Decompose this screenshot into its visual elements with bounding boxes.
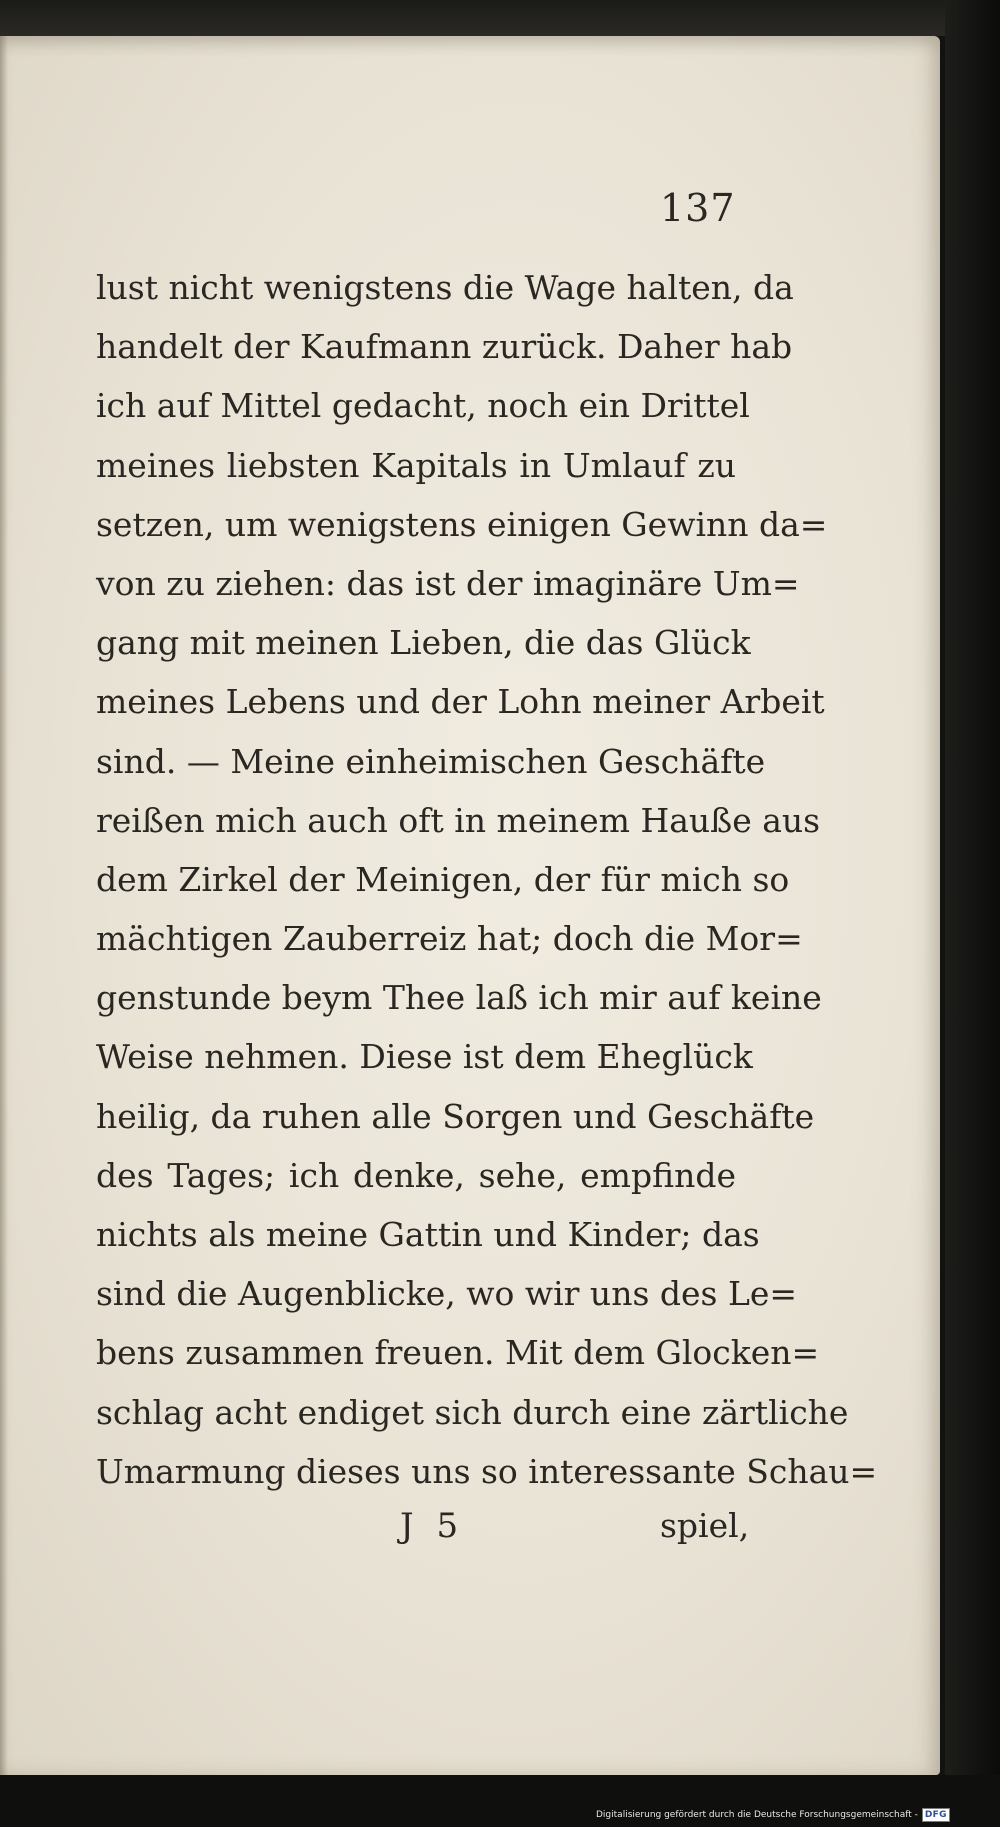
text-line: setzen, um wenigstens einigen Gewinn da= [96, 504, 828, 544]
text-line: von zu ziehen: das ist der imaginäre Um= [96, 563, 800, 603]
credit-text: Digitalisierung gefördert durch die Deutsche Forschungsgemeinschaft - [596, 1809, 918, 1820]
text-line: genstunde beym Thee laß ich mir auf keine [96, 978, 822, 1018]
scan-background-top [0, 0, 1000, 36]
text-line: meines liebsten Kapitals in Umlauf zu [96, 445, 736, 485]
printer-signature-mark: J 5 [400, 1506, 465, 1546]
text-line: Umarmung dieses uns so interessante Schau= [96, 1451, 878, 1491]
text-line: reißen mich auch oft in meinem Hauße aus [96, 800, 821, 840]
page-gutter-shadow [0, 36, 8, 1775]
text-line: ich auf Mittel gedacht, noch ein Drittel [96, 386, 750, 426]
text-line: meines Lebens und der Lohn meiner Arbeit [96, 682, 825, 722]
text-line: schlag acht endiget sich durch eine zärtliche [96, 1392, 849, 1432]
dfg-logo-text: DFG [924, 1809, 947, 1820]
book-page [0, 36, 940, 1775]
catchword: spiel, [660, 1506, 750, 1545]
text-line: gang mit meinen Lieben, die das Glück [96, 623, 751, 663]
text-line: heilig, da ruhen alle Sorgen und Geschäfte [96, 1096, 815, 1136]
text-line: dem Zirkel der Meinigen, der für mich so [96, 859, 790, 899]
text-line: sind. — Meine einheimischen Geschäfte [96, 741, 766, 781]
text-line: lust nicht wenigstens die Wage halten, da [96, 268, 794, 307]
text-line: Weise nehmen. Diese ist dem Ehеglück [96, 1037, 753, 1077]
text-line: bens zusammen freuen. Mit dem Glocken= [96, 1333, 820, 1373]
text-line: nichts als meine Gattin und Kinder; das [96, 1215, 760, 1254]
page-body-text [96, 258, 878, 1501]
text-line: sind die Augenblicke, wo wir uns des Le= [96, 1274, 798, 1314]
page-number: 137 [660, 186, 736, 230]
book-cover-edge [945, 0, 1000, 1827]
dfg-logo [922, 1808, 950, 1822]
digitization-credit [596, 1806, 950, 1823]
text-line: des Tages; ich denke, sehe, empfinde [96, 1155, 736, 1195]
text-line: handelt der Kaufmann zurück. Daher hab [96, 327, 793, 367]
text-line: mächtigen Zauberreiz hat; doch die Mor= [96, 919, 803, 959]
